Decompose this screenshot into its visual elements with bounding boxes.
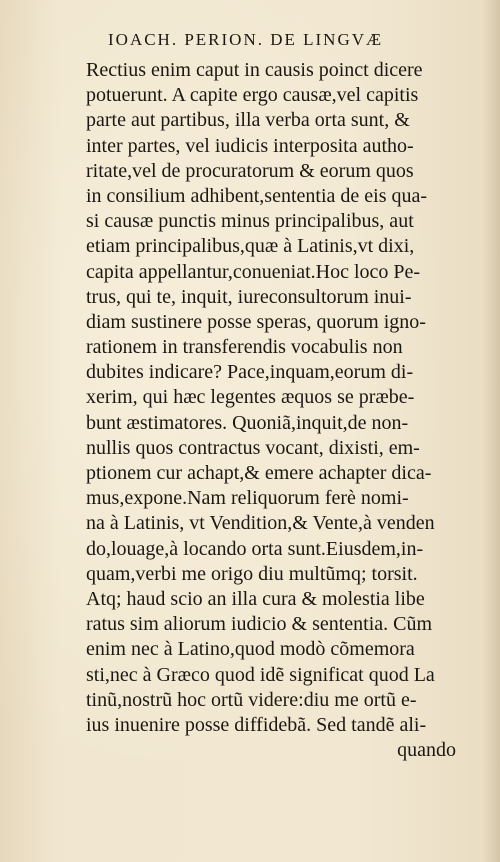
page-edge-shadow xyxy=(482,0,500,862)
text-line: si causæ punctis minus principalibus, aut xyxy=(86,210,414,233)
text-line: nullis quos contractus vocant, dixisti, em- xyxy=(86,436,420,459)
text-line: do,louage,à locando orta sunt.Eiusdem,in- xyxy=(86,537,424,560)
catchword: quando xyxy=(397,739,456,762)
text-line: sti,nec à Græco quod idẽ significat quod La xyxy=(86,663,435,686)
text-line: enim nec à Latino,quod modò cõmemora xyxy=(86,638,415,661)
text-line: ius inuenire posse diffidebã. Sed tandẽ ali- xyxy=(86,713,427,736)
text-line: ritate,vel de procuratorum & eorum quos xyxy=(86,159,414,182)
text-line: mus,expone.Nam reliquorum ferè nomi- xyxy=(86,487,409,510)
text-line: Atq; haud scio an illa cura & molestia libe xyxy=(86,587,425,610)
running-head: IOACH. PERION. DE LINGVÆ xyxy=(108,30,384,49)
text-line: potuerunt. A capite ergo causæ,vel capitis xyxy=(86,84,419,107)
text-line: rationem in transferendis vocabulis non xyxy=(86,336,403,359)
text-line: etiam principalibus,quæ à Latinis,vt dixi, xyxy=(86,235,415,258)
text-line: xerim, qui hæc legentes æquos se præbe- xyxy=(86,386,415,409)
text-line: inter partes, vel iudicis interposita autho- xyxy=(86,134,414,157)
text-line: ratus sim aliorum iudicio & sententia. Cũm xyxy=(86,613,433,636)
text-line: tinũ,nostrũ hoc ortũ videre:diu me ortũ e- xyxy=(86,688,417,711)
text-line: dubites indicare? Pace,inquam,eorum di- xyxy=(86,361,414,384)
text-line: trus, qui te, inquit, iureconsultorum inui- xyxy=(86,285,412,308)
text-line: Rectius enim caput in causis poinct dicere xyxy=(86,59,423,81)
text-line: diam sustinere posse speras, quorum igno- xyxy=(86,310,426,333)
text-line: in consilium adhibent,sententia de eis qua- xyxy=(86,184,428,207)
text-line: bunt æstimatores. Quoniã,inquit,de non- xyxy=(86,411,409,434)
text-line: parte aut partibus, illa verba orta sunt, & xyxy=(86,109,410,132)
text-line: quam,verbi me origo diu multũmq; torsit. xyxy=(86,562,418,585)
text-line: ptionem cur achapt,& emere achapter dica- xyxy=(86,462,432,484)
text-line: na à Latinis, vt Vendition,& Vente,à venden xyxy=(86,512,435,535)
body-text xyxy=(86,58,458,763)
text-line: capita appellantur,conueniat.Hoc loco Pe- xyxy=(86,260,421,283)
